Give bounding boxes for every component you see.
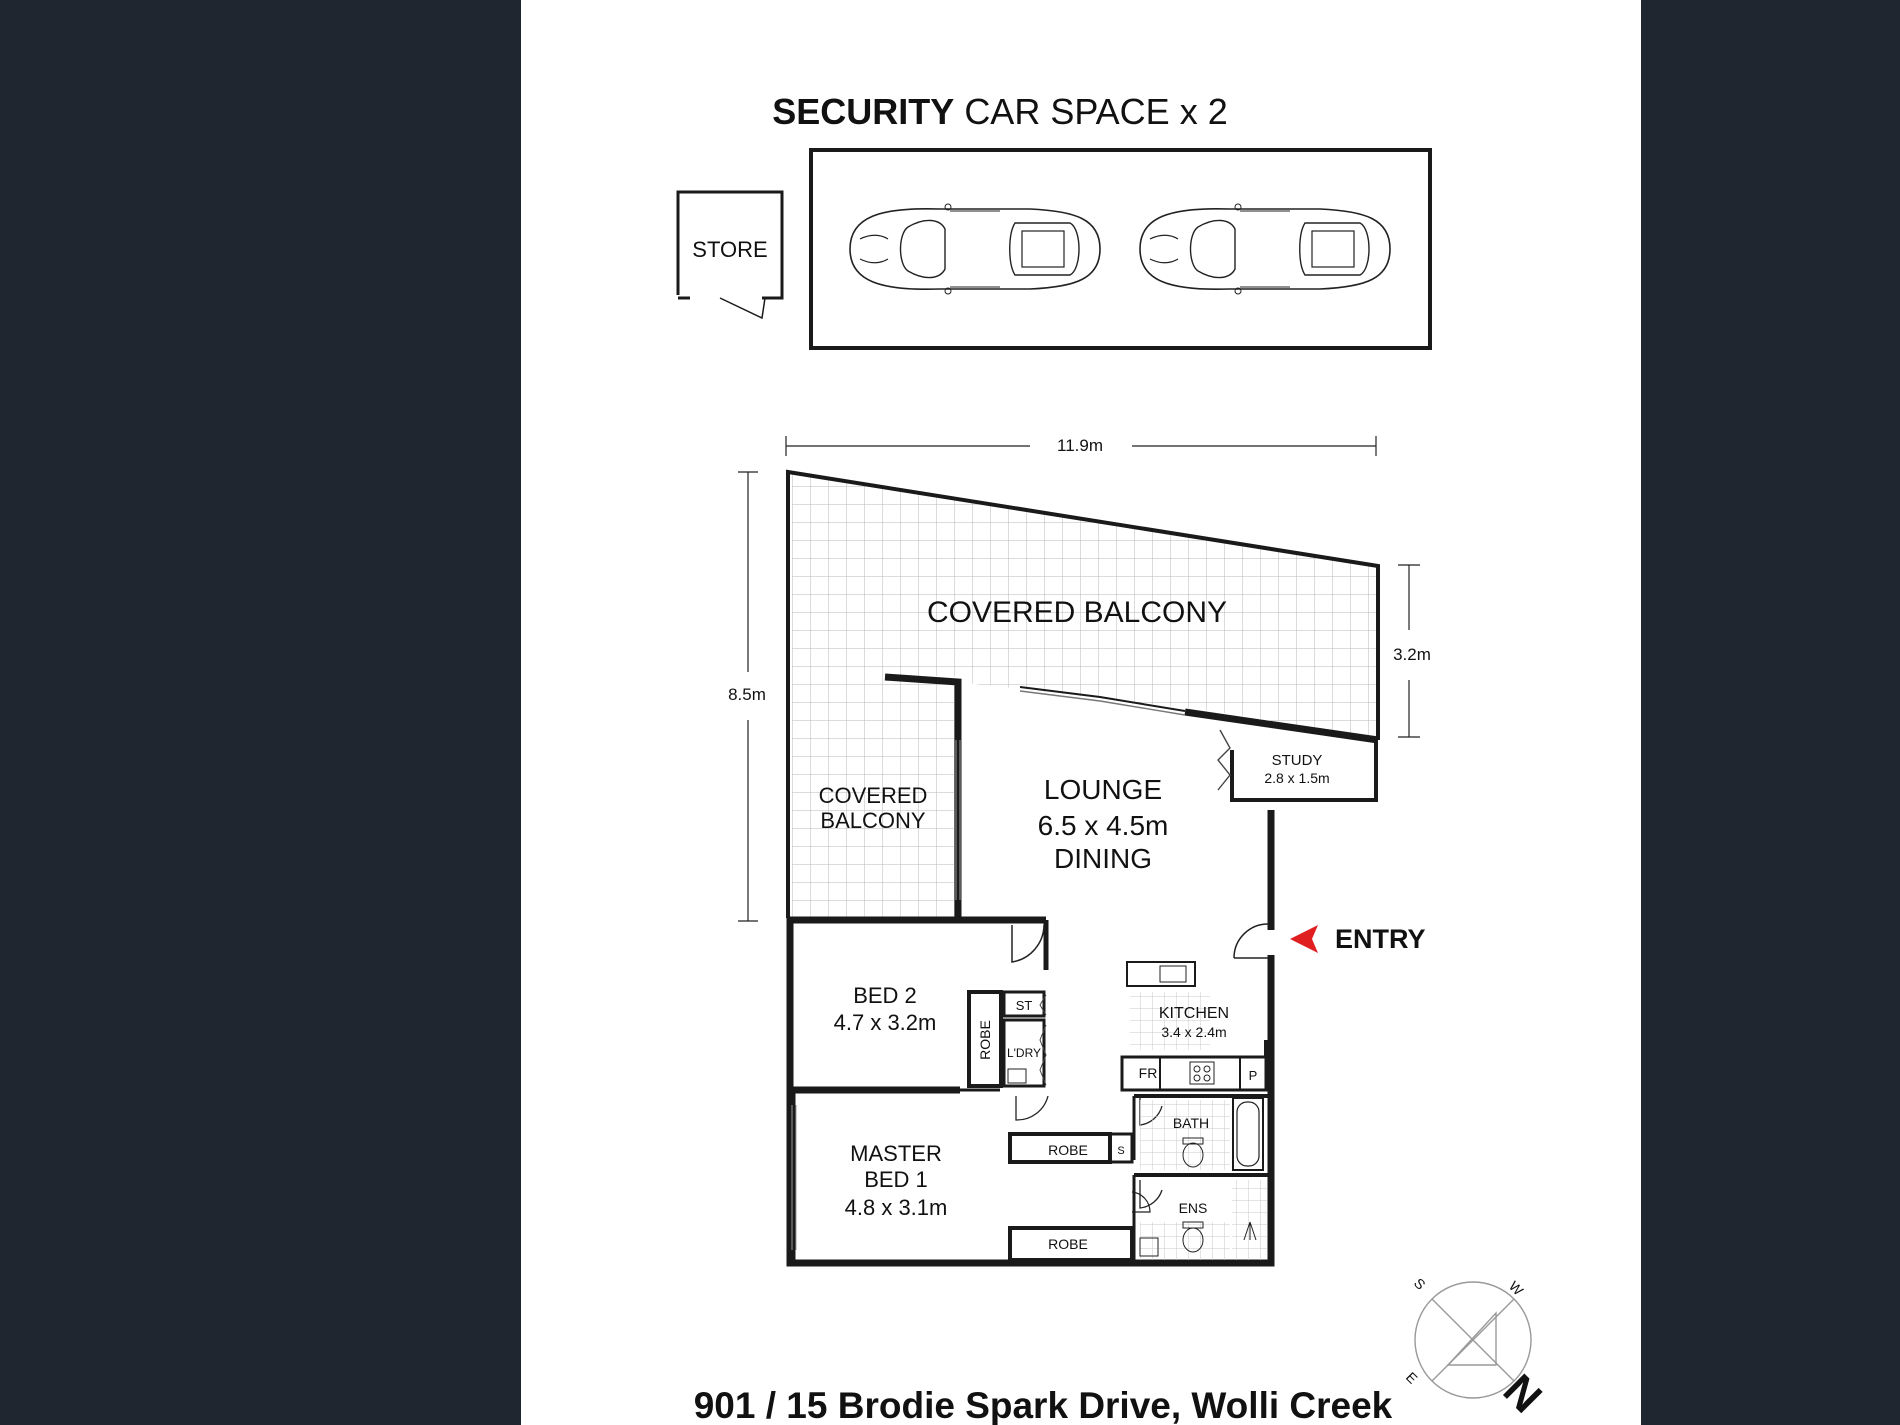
study-name: STUDY (1271, 752, 1323, 769)
width-dimension (786, 436, 1376, 456)
floorplan-drawing (521, 0, 1641, 1425)
floorplan-sheet (521, 0, 1641, 1425)
kitchen-name: KITCHEN (1158, 1005, 1230, 1022)
covered-balcony-main-label: COVERED BALCONY (926, 596, 1228, 629)
covered-balcony-side-label-1: COVERED (818, 783, 928, 808)
bed2-size: 4.7 x 3.2m (833, 1010, 937, 1035)
address: 901 / 15 Brodie Spark Drive, Wolli Creek (693, 1385, 1393, 1425)
lounge-name: LOUNGE (1043, 774, 1163, 805)
master-size: 4.8 x 3.1m (844, 1195, 948, 1220)
covered-balcony-side-label-2: BALCONY (820, 808, 926, 833)
dining-name: DINING (1054, 843, 1152, 874)
ldry-label: L'DRY (1006, 1046, 1042, 1060)
entry-label: ENTRY (1335, 924, 1426, 954)
title-security: SECURITY (772, 91, 955, 132)
master-robe-1-label: ROBE (1048, 1142, 1088, 1158)
balcony-depth-dimension (1393, 565, 1431, 737)
depth-label: 8.5m (728, 685, 766, 704)
balcony-depth-label: 3.2m (1393, 645, 1431, 664)
ens-label: ENS (1178, 1200, 1208, 1216)
car-space-title (772, 91, 1227, 132)
bath-label: BATH (1172, 1115, 1210, 1131)
pantry-label: P (1248, 1068, 1258, 1083)
s-label: S (1117, 1145, 1125, 1157)
st-label: ST (1015, 998, 1033, 1013)
study-size: 2.8 x 1.5m (1264, 770, 1330, 786)
compass-s: S (1410, 1274, 1429, 1293)
kitchen-size: 3.4 x 2.4m (1161, 1024, 1227, 1040)
entry-arrow-icon (1290, 925, 1318, 953)
title-rest: CAR SPACE x 2 (964, 91, 1228, 132)
car-icon (1140, 204, 1390, 294)
width-label: 11.9m (1057, 436, 1103, 455)
car-icon (850, 204, 1100, 294)
compass-e: E (1402, 1368, 1421, 1387)
bed2-robe-label: ROBE (977, 1020, 993, 1060)
compass-icon (1403, 1275, 1551, 1423)
store-label: STORE (692, 237, 768, 262)
master-name-2: BED 1 (864, 1167, 928, 1192)
master-robe-2-label: ROBE (1048, 1236, 1088, 1252)
depth-dimension (728, 472, 766, 921)
compass-n: N (1493, 1365, 1551, 1423)
car-space-outline (811, 150, 1430, 348)
lounge-size: 6.5 x 4.5m (1037, 810, 1169, 841)
compass-w: W (1505, 1277, 1527, 1299)
bed2-name: BED 2 (853, 983, 917, 1008)
fridge-label: FR (1138, 1065, 1158, 1081)
store-door (720, 298, 765, 318)
master-name-1: MASTER (850, 1141, 942, 1166)
